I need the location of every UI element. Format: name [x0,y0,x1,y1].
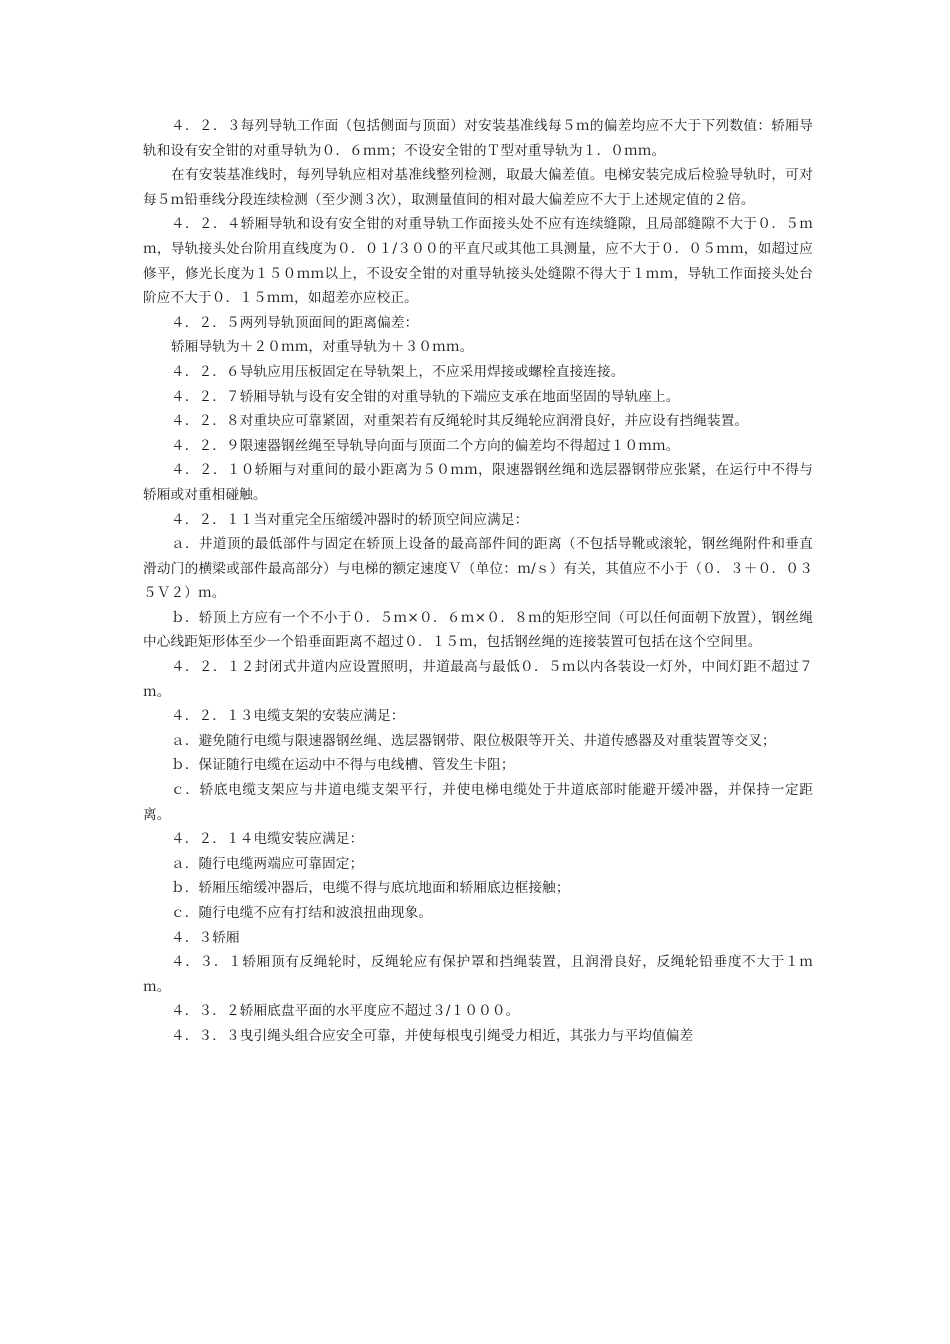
document-body [143,114,813,1049]
paragraph: ｃ．轿底电缆支架应与井道电缆支架平行，并使电梯电缆处于井道底部时能避开缓冲器，并保持一定距离。 [143,782,813,823]
paragraph: ｂ．轿顶上方应有一个不小于０．５ｍ×０．６ｍ×０．８ｍ的矩形空间（可以任何面朝下放置），钢丝绳中心线距矩形体至少一个铅垂面距离不超过０．１５ｍ，包括钢丝绳的连接装置可包括在这个空间里。 [143,609,813,651]
paragraph: ａ．随行电缆两端应可靠固定； [171,855,364,872]
paragraph: ４．２．１２封闭式井道内应设置照明，井道最高与最低０．５ｍ以内各装设一灯外，中间灯距不超过７ｍ。 [143,659,813,700]
paragraph: ４．３．２轿厢底盘平面的水平度应不超过３/１０００。 [171,1003,520,1020]
paragraph: ４．２．１４电缆安装应满足： [171,831,364,848]
paragraph: ａ．井道顶的最低部件与固定在轿顶上设备的最高部件间的距离（不包括导靴或滚轮，钢丝绳附件和垂直滑动门的横梁或部件最高部分）与电梯的额定速度Ｖ（单位：ｍ/ｓ）有关，其值应不小于（０．３＋０．０３５Ｖ２）ｍ。 [143,536,813,602]
paragraph: ４．２．４轿厢导轨和设有安全钳的对重导轨工作面接头处不应有连续缝隙，且局部缝隙不大于０．５ｍｍ，导轨接头处台阶用直线度为０．０１/３００的平直尺或其他工具测量，应不大于０．０５ｍｍ，如超过应修平，修光长度为１５０ｍｍ以上，不设安全钳的对重导轨接头处缝隙不得大于１ｍｍ，导轨工作面接头处台阶应不大于０．１５ｍｍ，如超差亦应校正。 [143,216,813,307]
paragraph: ｃ．随行电缆不应有打结和波浪扭曲现象。 [171,905,433,921]
paragraph: ｂ．保证随行电缆在运动中不得与电线槽、管发生卡阻； [171,757,515,774]
paragraph: ４．２．９限速器钢丝绳至导轨导向面与顶面二个方向的偏差均不得超过１０ｍｍ。 [171,437,680,454]
paragraph: ４．２．５两列导轨顶面间的距离偏差： [171,314,419,331]
paragraph: 轿厢导轨为＋２０ｍｍ，对重导轨为＋３０ｍｍ。 [171,339,474,356]
paragraph: ４．２．３每列导轨工作面（包括侧面与顶面）对安装基准线每５ｍ的偏差均应不大于下列数值：轿厢导轨和设有安全钳的对重导轨为０．６ｍｍ；不设安全钳的Ｔ型对重导轨为１．０ｍｍ。 [143,118,813,159]
paragraph: ４．３．１轿厢顶有反绳轮时，反绳轮应有保护罩和挡绳装置，且润滑良好，反绳轮铅垂度不大于１ｍｍ。 [143,954,813,995]
paragraph: ａ．避免随行电缆与限速器钢丝绳、选层器钢带、限位极限等开关、井道传感器及对重装置等交叉； [171,732,776,749]
paragraph: 在有安装基准线时，每列导轨应相对基准线整列检测，取最大偏差值。电梯安装完成后检验导轨时，可对每５ｍ铅垂线分段连续检测（至少测３次），取测量值间的相对最大偏差应不大于上述规定值的２倍。 [143,167,813,208]
section-heading: ４．３轿厢 [171,929,240,946]
paragraph: ４．２．１０轿厢与对重间的最小距离为５０ｍｍ，限速器钢丝绳和选层器钢带应张紧，在运行中不得与轿厢或对重相碰触。 [143,462,813,503]
paragraph: ４．２．８对重块应可靠紧固，对重架若有反绳轮时其反绳轮应润滑良好，并应设有挡绳装置。 [171,413,749,430]
paragraph: ４．３．３曳引绳头组合应安全可靠，并使每根曳引绳受力相近，其张力与平均值偏差 [171,1027,694,1044]
paragraph: ４．２．１３电缆支架的安装应满足： [171,708,405,725]
paragraph: ４．２．７轿厢导轨与设有安全钳的对重导轨的下端应支承在地面坚固的导轨座上。 [171,388,680,405]
paragraph: ４．２．１１当对重完全压缩缓冲器时的轿顶空间应满足： [171,511,529,528]
paragraph: ４．２．６导轨应用压板固定在导轨架上，不应采用焊接或螺栓直接连接。 [171,363,625,380]
paragraph: ｂ．轿厢压缩缓冲器后，电缆不得与底坑地面和轿厢底边框接触； [171,880,570,897]
